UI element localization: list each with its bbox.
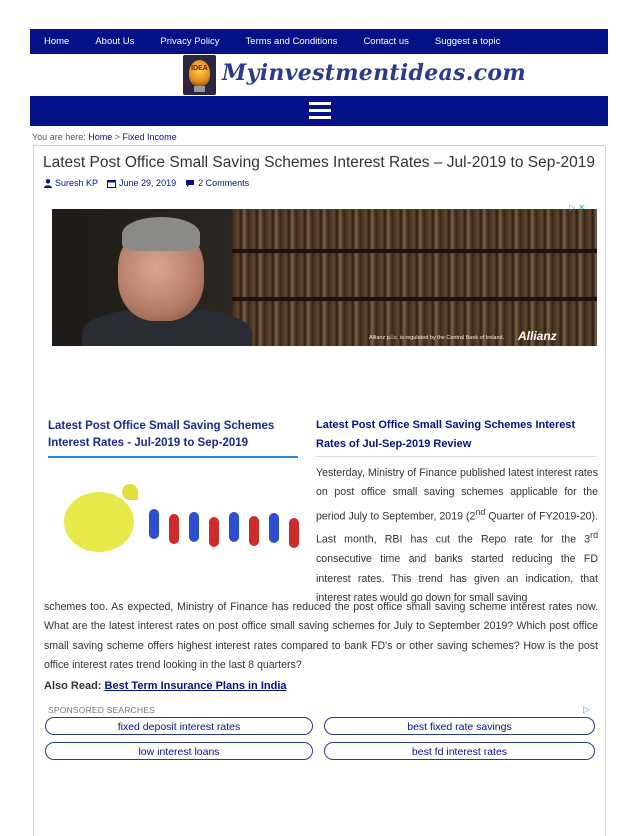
nav-privacy-policy[interactable]: Privacy Policy bbox=[160, 36, 220, 47]
close-icon[interactable]: ✕ bbox=[578, 203, 585, 212]
intro-text-3: consecutive time and banks started reducing the FD interest rates. This trend has given an indication, that interest rates would go down for small saving bbox=[316, 553, 598, 604]
top-nav bbox=[30, 29, 608, 54]
breadcrumb-home[interactable]: Home bbox=[88, 132, 113, 142]
ad-caption: Allianz p.l.c. is regulated by the Central Bank of Ireland. bbox=[369, 335, 505, 341]
sponsored-searches-label: SPONSORED SEARCHES bbox=[48, 705, 156, 715]
nav-home[interactable]: Home bbox=[44, 36, 70, 47]
ad-choices-icon[interactable]: ▷ bbox=[583, 704, 590, 714]
divider bbox=[316, 456, 596, 457]
article-meta bbox=[44, 178, 258, 188]
ad-choices-icon[interactable]: ▷ bbox=[569, 203, 576, 212]
sponsored-search-1[interactable]: fixed deposit interest rates bbox=[45, 717, 313, 735]
comments-link[interactable]: 2 Comments bbox=[198, 178, 250, 188]
article bbox=[33, 145, 606, 836]
piggy-bank-icon bbox=[64, 492, 134, 552]
promo-title-line2: Interest Rates - Jul-2019 to Sep-2019 bbox=[48, 437, 249, 449]
sponsored-search-4[interactable]: best fd interest rates bbox=[324, 742, 595, 760]
nav-suggest-topic[interactable]: Suggest a topic bbox=[434, 36, 501, 47]
also-read-label: Also Read: bbox=[44, 680, 102, 692]
breadcrumb-prefix: You are here: bbox=[32, 132, 86, 142]
logo-bulb-icon[interactable] bbox=[183, 55, 216, 95]
review-heading: Latest Post Office Small Saving Schemes Interest Rates of Jul-Sep-2019 Review bbox=[316, 419, 576, 450]
nav-contact[interactable]: Contact us bbox=[363, 36, 409, 47]
breadcrumb-separator: > bbox=[114, 132, 121, 142]
comment-icon bbox=[185, 179, 195, 188]
video-advertisement[interactable] bbox=[52, 209, 597, 346]
sup-rd: rd bbox=[590, 530, 598, 541]
site-logo-text[interactable]: Myinvestmentideas.com bbox=[222, 60, 526, 86]
hamburger-menu-icon[interactable] bbox=[309, 102, 331, 120]
logo-badge-text: IDEA bbox=[191, 65, 208, 72]
sup-nd: nd bbox=[475, 506, 486, 517]
intro-text-2: Quarter of FY2019-20). Last month, RBI has cut the Repo rate for the 3 bbox=[316, 510, 598, 546]
site-header bbox=[30, 54, 608, 96]
ad-brand-logo: Allianz bbox=[518, 329, 557, 343]
promo-image-title bbox=[48, 418, 310, 452]
article-paragraph-continued: schemes too. As expected, Ministry of Finance has reduced the post office small saving scheme interest rates now. What are the latest interest rates on post office small saving schemes for July to September 2019? Which post office small saving scheme offers highest interest rates compared to bank FD's or other saving schemes? How is the post office interest rates trend looking in the last 8 quarters? bbox=[44, 601, 598, 671]
nav-terms[interactable]: Terms and Conditions bbox=[245, 36, 338, 47]
sponsored-search-3[interactable]: low interest loans bbox=[45, 742, 313, 760]
nav-about-us[interactable]: About Us bbox=[95, 36, 135, 47]
publish-date: June 29, 2019 bbox=[119, 178, 177, 188]
ad-choices[interactable] bbox=[569, 203, 595, 214]
intro-text-1: Yesterday, Ministry of Finance published latest interest rates on post office small saving schemes applicable for the period July to September, 2019 (2 bbox=[316, 467, 598, 523]
promo-title-line1: Latest Post Office Small Saving Schemes bbox=[48, 420, 275, 432]
breadcrumb bbox=[32, 132, 177, 142]
sponsored-search-2[interactable]: best fixed rate savings bbox=[324, 717, 595, 735]
breadcrumb-current[interactable]: Fixed Income bbox=[122, 132, 177, 142]
mobile-menu-bar bbox=[30, 96, 608, 126]
also-read bbox=[44, 680, 287, 692]
article-title: Latest Post Office Small Saving Schemes Interest Rates – Jul-2019 to Sep-2019 bbox=[43, 154, 595, 171]
also-read-link[interactable]: Best Term Insurance Plans in India bbox=[104, 680, 287, 692]
author-link[interactable]: Suresh KP bbox=[55, 178, 99, 188]
user-icon bbox=[44, 179, 52, 188]
article-featured-image bbox=[44, 414, 310, 566]
calendar-icon bbox=[107, 179, 116, 188]
article-paragraph-intro bbox=[316, 464, 598, 608]
